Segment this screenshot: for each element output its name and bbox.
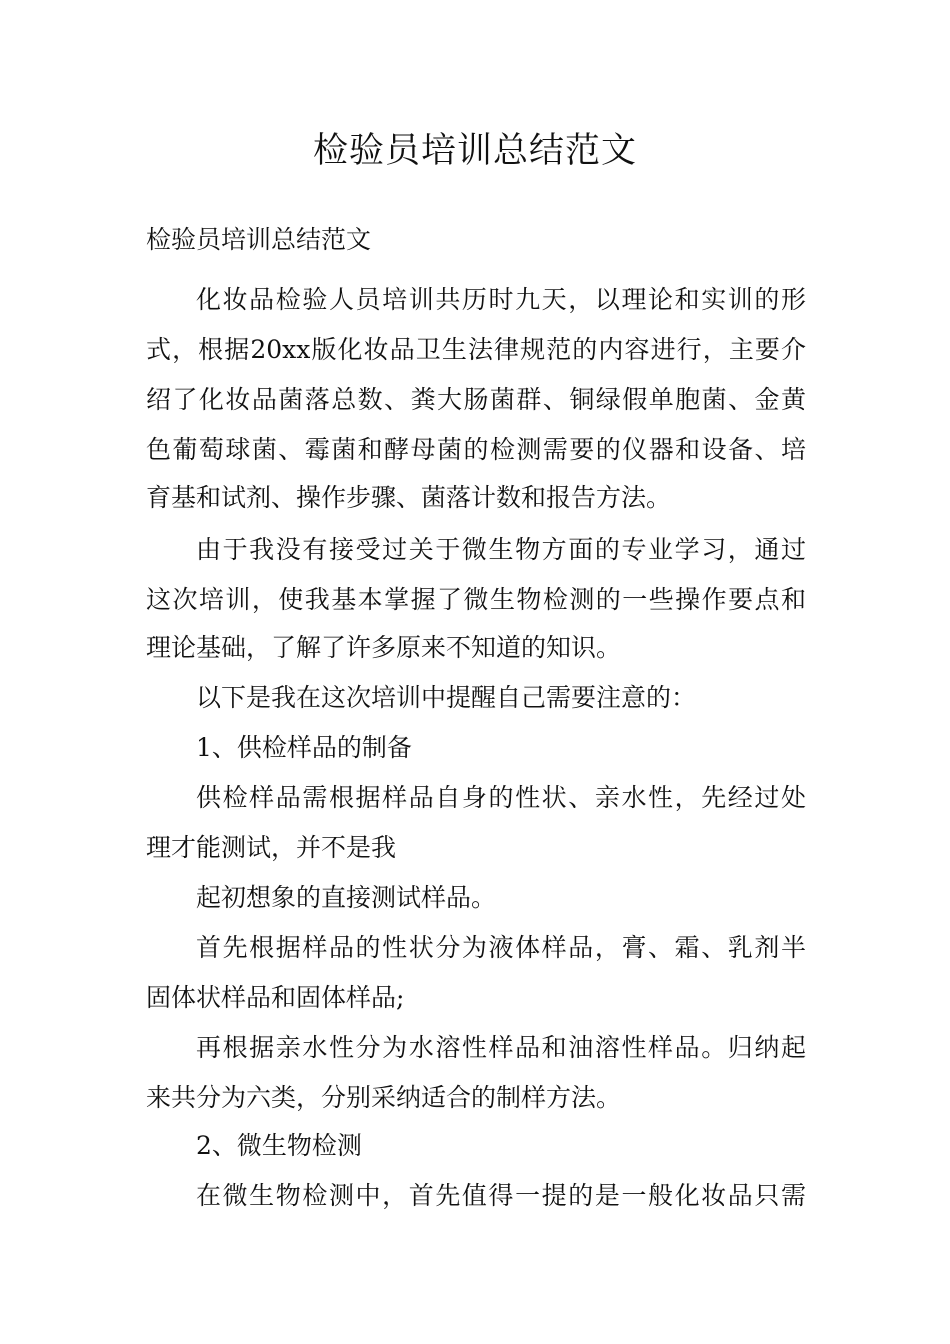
paragraph-line: 色葡萄球菌、霉菌和酵母菌的检测需要的仪器和设备、培: [146, 435, 806, 464]
subtitle-line: 检验员培训总结范文: [146, 225, 372, 254]
paragraph-line: 在微生物检测中，首先值得一提的是一般化妆品只需: [196, 1181, 806, 1210]
paragraph-line: 这次培训，使我基本掌握了微生物检测的一些操作要点和: [146, 585, 806, 614]
paragraph-line: 来共分为六类，分别采纳适合的制样方法。: [146, 1083, 622, 1112]
paragraph-line: 育基和试剂、操作步骤、菌落计数和报告方法。: [146, 483, 672, 512]
paragraph-line: 理论基础，了解了许多原来不知道的知识。: [146, 633, 622, 662]
section-heading: 1、供检样品的制备: [196, 733, 412, 762]
paragraph-line: 由于我没有接受过关于微生物方面的专业学习，通过: [196, 535, 806, 564]
paragraph-line: 以下是我在这次培训中提醒自己需要注意的：: [196, 683, 697, 712]
paragraph-line: 供检样品需根据样品自身的性状、亲水性，先经过处: [196, 783, 806, 812]
paragraph-line: 绍了化妆品菌落总数、粪大肠菌群、铜绿假单胞菌、金黄: [146, 385, 806, 414]
paragraph-line: 起初想象的直接测试样品。: [196, 883, 497, 912]
paragraph-line: 固体状样品和固体样品;: [146, 983, 405, 1012]
page-title: 检验员培训总结范文: [312, 131, 637, 171]
paragraph-line: 再根据亲水性分为水溶性样品和油溶性样品。归纳起: [196, 1033, 806, 1062]
paragraph-line: 首先根据样品的性状分为液体样品，膏、霜、乳剂半: [196, 933, 806, 962]
paragraph-line: 化妆品检验人员培训共历时九天，以理论和实训的形: [196, 285, 806, 314]
section-heading: 2、微生物检测: [196, 1131, 362, 1160]
paragraph-line: 理才能测试，并不是我: [146, 833, 397, 862]
paragraph-line: 式，根据20xx版化妆品卫生法律规范的内容进行，主要介: [146, 335, 806, 364]
